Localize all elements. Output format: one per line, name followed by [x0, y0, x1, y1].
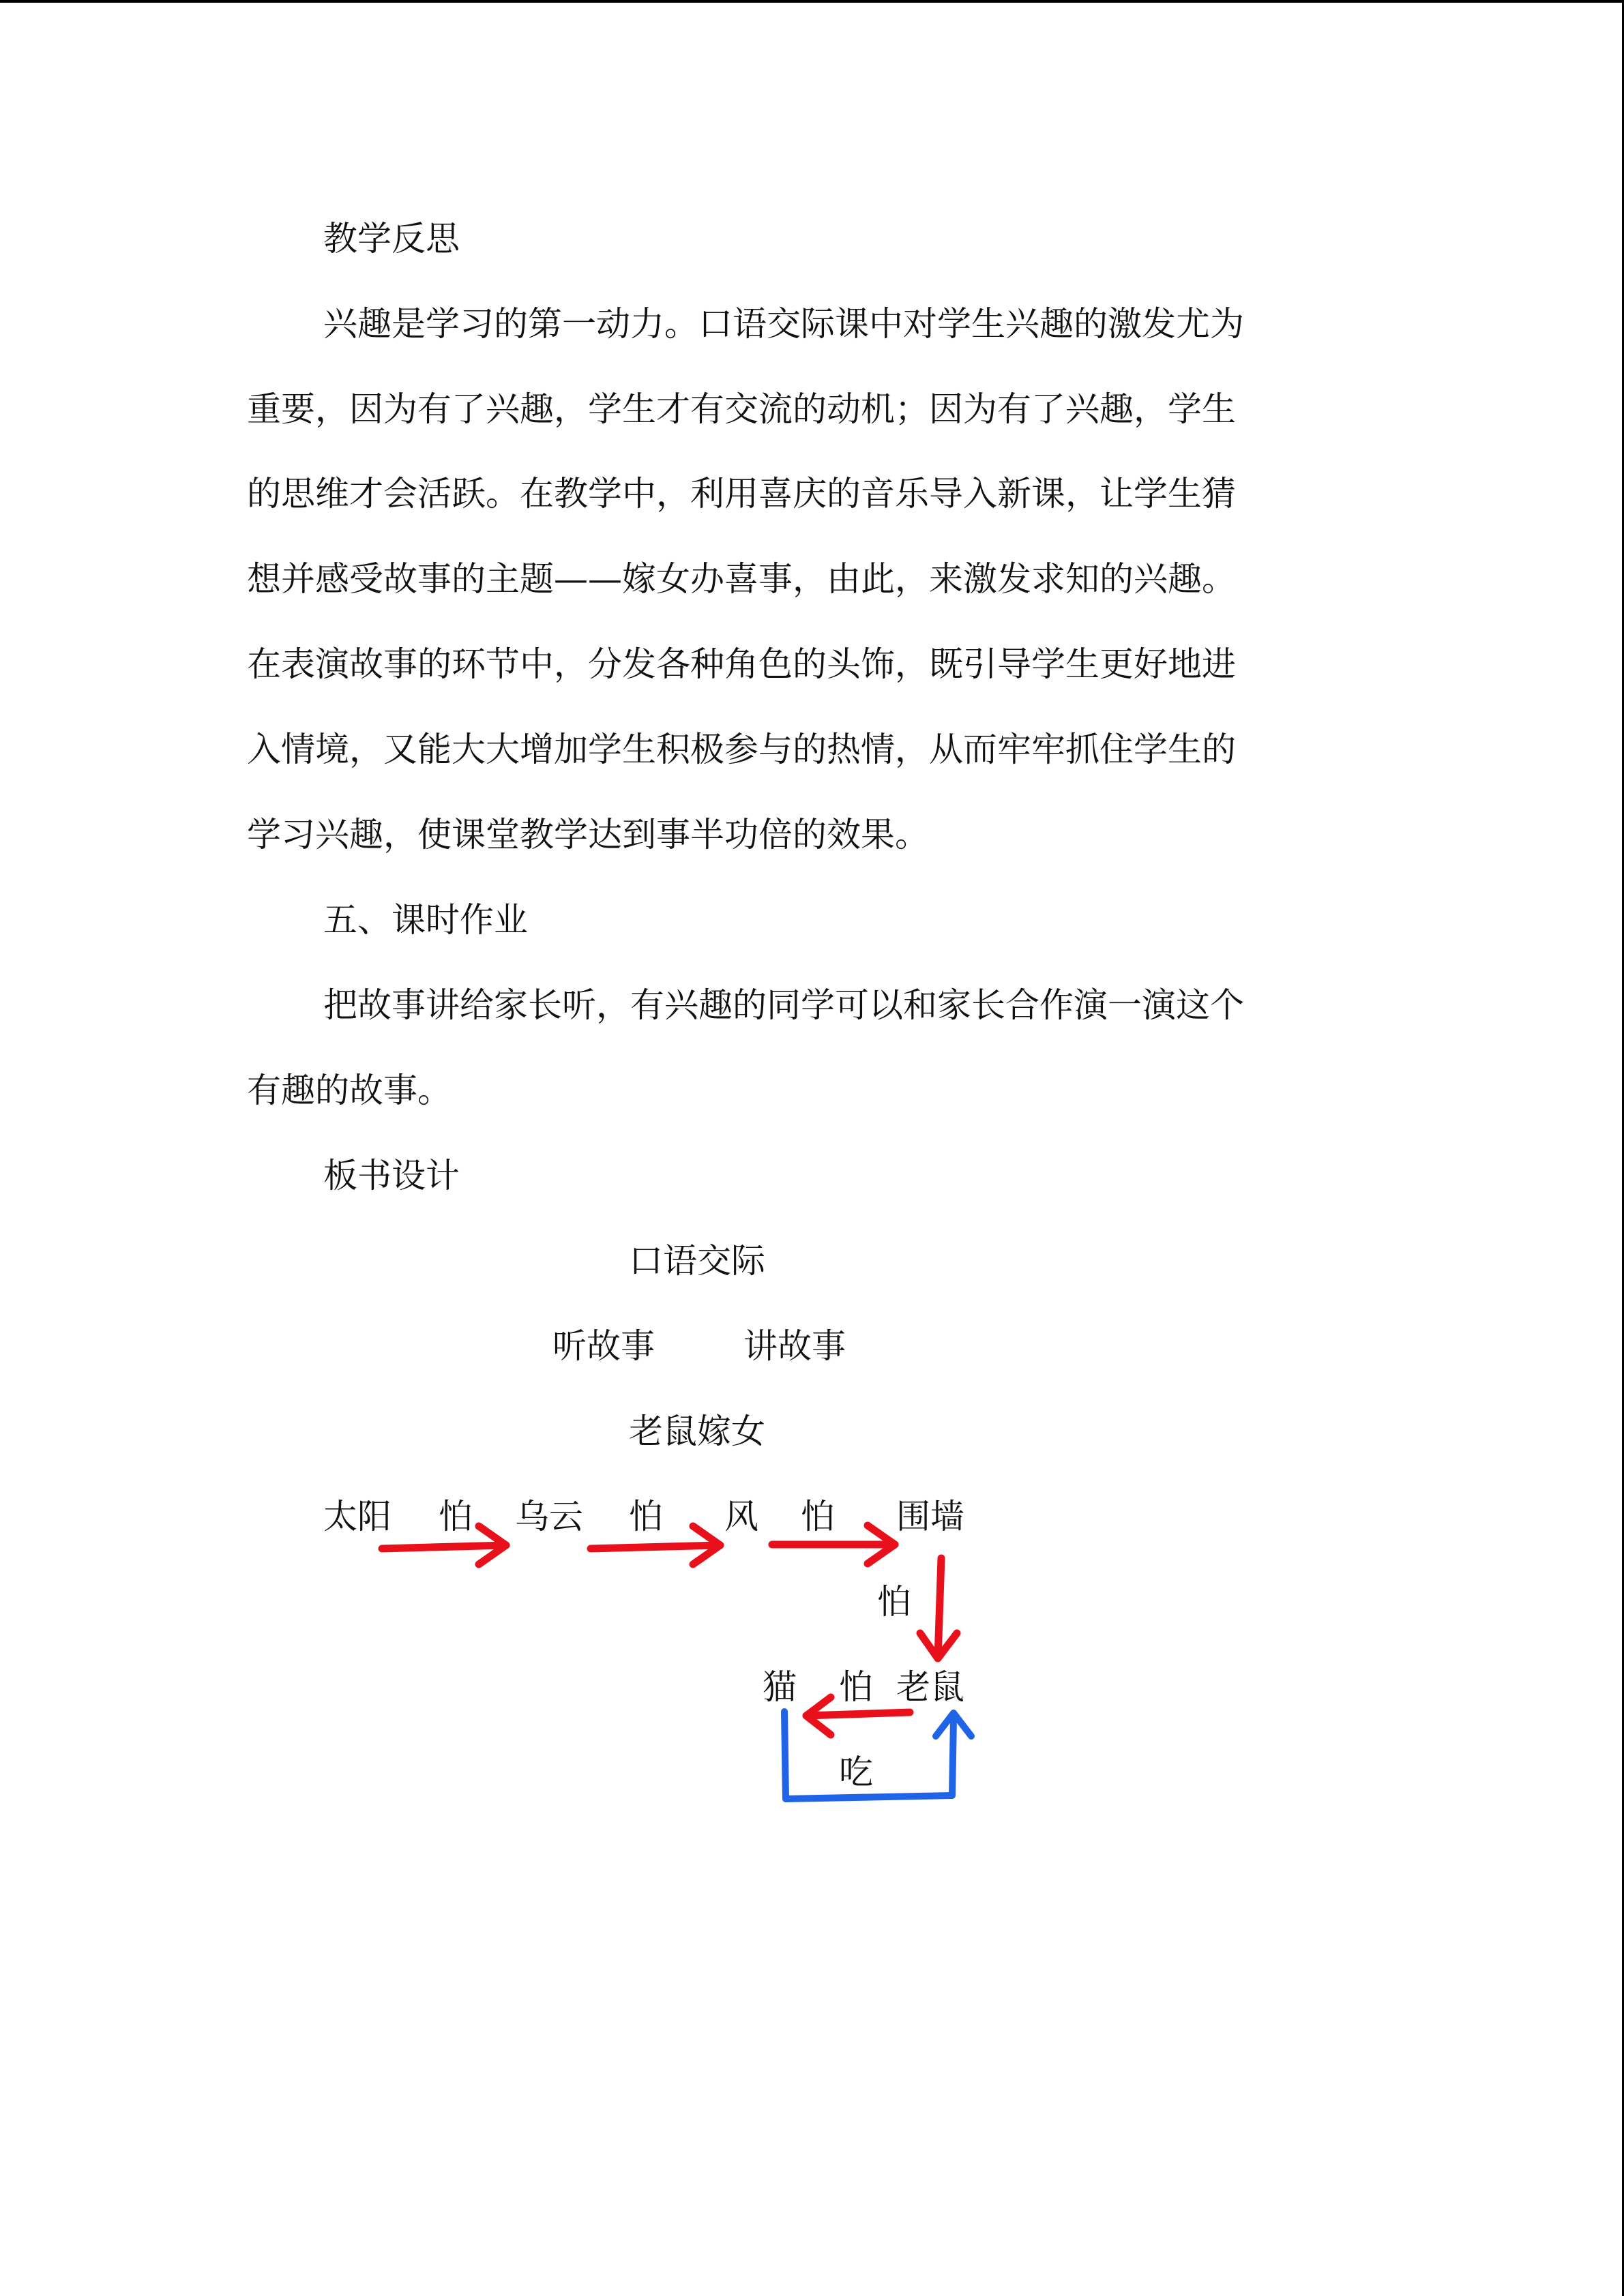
paragraph-line: 兴趣是学习的第一动力。口语交际课中对学生兴趣的激发尤为: [323, 304, 1244, 344]
heading-board-design: 板书设计: [323, 1156, 460, 1195]
paragraph-line: 学习兴趣，使课堂教学达到事半功倍的效果。: [247, 815, 929, 854]
eat-arrow-cat-mouse: [784, 1712, 954, 1799]
paragraph-line: 入情境，又能大大增加学生积极参与的热情，从而牢牢抓住学生的: [247, 730, 1236, 769]
fear-arrow-cloud-wind: [591, 1545, 720, 1549]
board-sub-tell: 讲故事: [743, 1326, 846, 1366]
fear-arrow-mouse-cat: [806, 1712, 910, 1716]
relation-fear-label: 怕: [439, 1497, 473, 1536]
relation-eat-label: 吃: [839, 1753, 873, 1792]
relation-fear-label: 怕: [629, 1497, 663, 1536]
fear-arrow-sun-cloud: [382, 1545, 506, 1549]
node-cat: 猫: [763, 1667, 797, 1707]
paragraph-line: 重要，因为有了兴趣，学生才有交流的动机；因为有了兴趣，学生: [247, 389, 1236, 429]
relation-fear-label: 怕: [839, 1667, 873, 1707]
node-wall: 围墙: [896, 1497, 964, 1536]
heading-teaching-reflection: 教学反思: [323, 219, 460, 258]
homework-line: 有趣的故事。: [247, 1071, 452, 1110]
paragraph-line: 想并感受故事的主题——嫁女办喜事，由此，来激发求知的兴趣。: [247, 559, 1236, 599]
node-sun: 太阳: [323, 1497, 392, 1536]
fear-arrow-wall-mouse: [938, 1558, 941, 1658]
board-title: 口语交际: [629, 1241, 765, 1281]
paragraph-line: 在表演故事的环节中，分发各种角色的头饰，既引导学生更好地进: [247, 644, 1236, 684]
relation-fear-label: 怕: [877, 1582, 911, 1622]
board-sub-listen: 听故事: [552, 1326, 655, 1366]
node-mouse: 老鼠: [896, 1667, 964, 1707]
relation-fear-label: 怕: [801, 1497, 835, 1536]
board-story-title: 老鼠嫁女: [629, 1412, 765, 1451]
node-wind: 风: [724, 1497, 758, 1536]
heading-homework: 五、课时作业: [323, 900, 528, 940]
node-cloud: 乌云: [515, 1497, 583, 1536]
paragraph-line: 的思维才会活跃。在教学中，利用喜庆的音乐导入新课，让学生猜: [247, 474, 1236, 513]
homework-line: 把故事讲给家长听，有兴趣的同学可以和家长合作演一演这个: [323, 985, 1244, 1025]
